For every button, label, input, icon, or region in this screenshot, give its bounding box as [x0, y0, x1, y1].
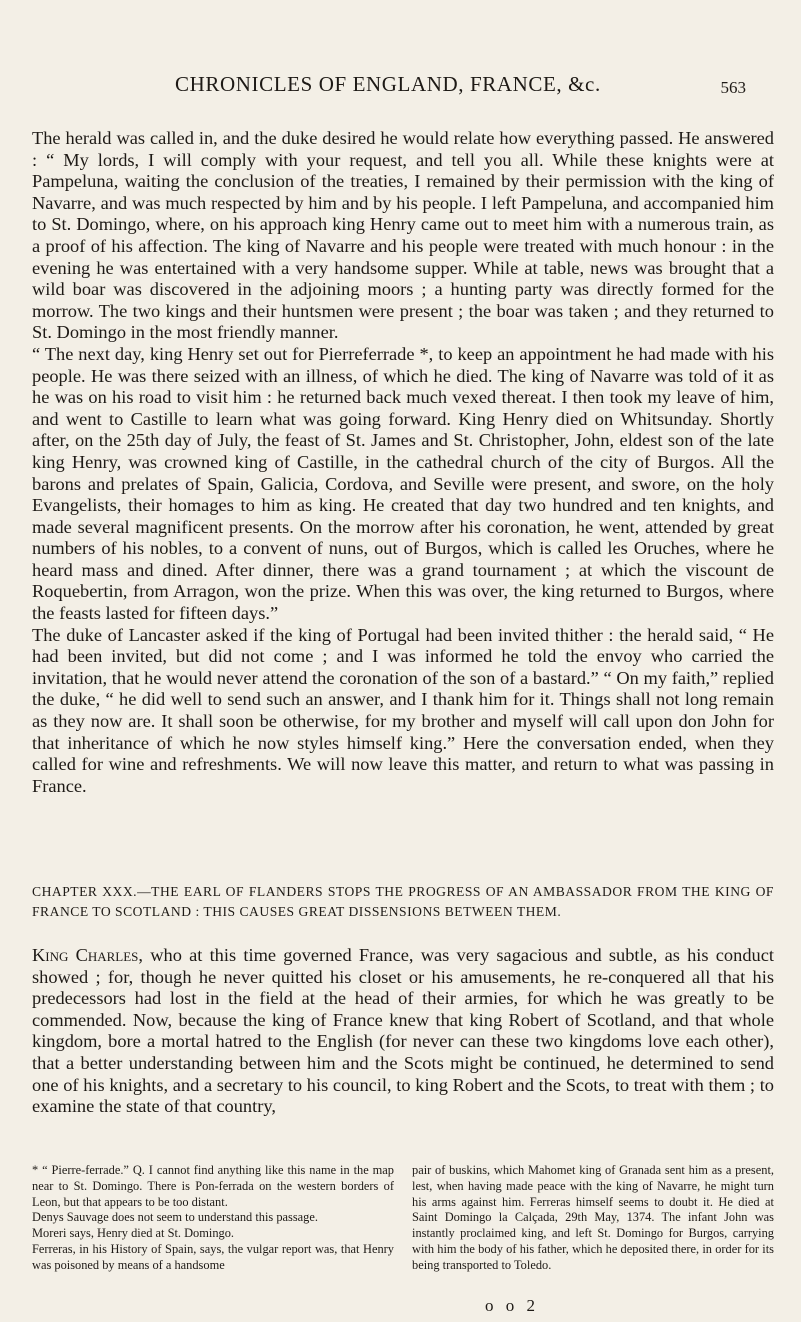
- footnotes-right-column: [412, 1163, 774, 1274]
- main-text: [32, 128, 774, 797]
- footnote: pair of buskins, which Mahomet king of Granada sent him as a present, lest, when having made peace with the king of Navarre, he might turn his arms against him. Ferreras himself seems to doubt it. He died at Saint Domingo la Calçada, 29th May, 1374. The infant John was instantly proclaimed king, and left St. Domingo for Burgos, carrying with him the body of his father, which he deposited there, in order for its being transported to Toledo.: [412, 1163, 774, 1272]
- footnote: * “ Pierre-ferrade.” Q. I cannot find anything like this name in the map near to St. Domingo. There is Pon-ferrada on the western borders of Leon, but that appears to be too distant.: [32, 1163, 394, 1209]
- footnote: Ferreras, in his History of Spain, says, the vulgar report was, that Henry was poisoned by means of a handsome: [32, 1241, 394, 1272]
- running-head: [0, 72, 801, 102]
- chapter-heading: CHAPTER XXX.—THE EARL OF FLANDERS STOPS THE PROGRESS OF AN AMBASSADOR FROM THE KING OF FRANCE TO SCOTLAND : THIS CAUSES GREAT DISSENSIONS BETWEEN THEM.: [32, 884, 774, 919]
- page-number: 563: [720, 78, 746, 97]
- chapter-text: [32, 945, 774, 1118]
- running-title: CHRONICLES OF ENGLAND, FRANCE, &c.: [175, 72, 601, 96]
- chapter-opening-smallcaps: King Charles,: [32, 945, 144, 965]
- paragraph: The duke of Lancaster asked if the king of Portugal had been invited thither : the herald said, “ He had been invited, but did not come ; and I was informed he told the envoy who carried the invitation, that he would never attend the coronation of the son of a bastard.” “ On my faith,” replied the duke, “ he did well to send such an answer, and I thank him for it. Things shall not long remain as they now are. It shall soon be otherwise, for my brother and myself will call upon don John for that inheritance of which he now styles himself king.” Here the conversation ended, when they called for wine and refreshments. We will now leave this matter, and return to what was passing in France.: [32, 624, 774, 796]
- signature-mark: o o 2: [485, 1296, 539, 1315]
- footnotes-left-column: [32, 1163, 394, 1274]
- footnote: Moreri says, Henry died at St. Domingo.: [32, 1226, 235, 1241]
- footnotes: [32, 1163, 774, 1274]
- chapter-opening-rest: who at this time governed France, was very sagacious and subtle, as his conduct showed ; for, though he never quitted his closet or his amusements, he re-conquered all that his predecessors had lost in the field at the head of their armies, for which he was greatly to be commended. Now, because the king of France knew that king Robert of Scotland, and that whole kingdom, bore a mortal hatred to the English (for never can these two kingdoms love each other), that a better understanding between him and the Scots might be continued, he determined to send one of his knights, and a secretary to his council, to king Robert and the Scots, to treat with them ; to examine the state of that country,: [32, 945, 774, 1117]
- footnote: Denys Sauvage does not seem to understand this passage.: [32, 1210, 318, 1225]
- chapter-paragraph: [32, 945, 774, 1118]
- paragraph: The herald was called in, and the duke desired he would relate how everything passed. He answered : “ My lords, I will comply with your request, and tell you all. While these knights were at Pampeluna, waiting the conclusion of the treaties, I remained by their permission with the king of Navarre, and was much respected by him and by his people. I left Pampeluna, and accompanied him to St. Domingo, where, on his approach king Henry came out to meet him with a numerous train, as a proof of his affection. The king of Navarre and his people were treated with much honour : in the evening he was entertained with a very handsome supper. While at table, news was brought that a wild boar was discovered in the adjoining moors ; a hunting party was directly formed for the morrow. The two kings and their huntsmen were present ; the boar was taken ; and they returned to St. Domingo in the most friendly manner.: [32, 128, 774, 343]
- paragraph: “ The next day, king Henry set out for Pierreferrade *, to keep an appointment he had made with his people. He was there seized with an illness, of which he died. The king of Navarre was told of it as he was on his road to visit him : he returned back much vexed thereat. I then took my leave of him, and went to Castille to learn what was going forward. King Henry died on Whitsunday. Shortly after, on the 25th day of July, the feast of St. James and St. Christopher, John, eldest son of the late king Henry, was crowned king of Castille, in the cathedral church of the city of Burgos. All the barons and prelates of Spain, Galicia, Cordova, and Seville were present, and swore, on the holy Evangelists, their homages to him as king. He created that day two hundred and ten knights, and made several magnificent presents. On the morrow after his coronation, he went, attended by great numbers of his nobles, to a convent of nuns, out of Burgos, which is called les Oruches, where he heard mass and dined. After dinner, there was a grand tournament ; at which the viscount de Roquebertin, from Arragon, won the prize. When this was over, the king returned to Burgos, where the feasts lasted for fifteen days.”: [32, 343, 774, 624]
